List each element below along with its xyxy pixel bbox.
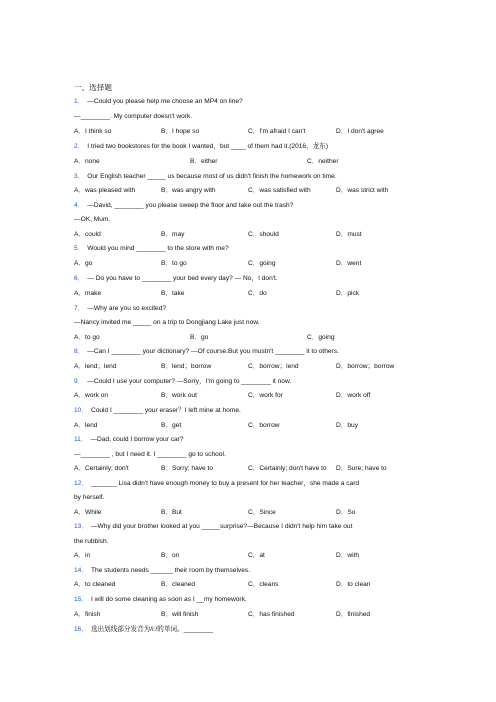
question-text: —David, ________ you please sweep the floor and take out the trash? [87,202,294,209]
answer-option[interactable]: A．lend；lend [74,363,117,370]
options-row [74,510,424,518]
options-row [74,335,424,343]
question-text: —Why are you so excited? [87,305,167,312]
question-text: — Do you have to ________ your bed every day? — No，I don't. [87,275,278,282]
question-text: —Could I use your computer? —Sorry，I'm going to ________ it now. [87,378,292,385]
answer-option[interactable]: C．at [248,552,265,559]
question-text: —Why did your brother looked at you _____surprise?—Because I didn't help him take out [90,523,353,530]
question-stem [74,379,291,386]
question-text: Our English teacher _____ us because most of us didn't finish the homework on time. [87,173,337,180]
options-row [74,159,424,167]
answer-option[interactable]: B．go [190,334,209,341]
question-stem [74,524,352,531]
answer-option[interactable]: A．could [74,231,101,238]
answer-option[interactable]: C．I'm afraid I can't [248,128,306,135]
question-stem [74,276,278,283]
answer-option[interactable]: B．But [161,509,182,516]
answer-option[interactable]: D．was strict with [336,187,389,194]
question-number: 14． [74,567,88,574]
answer-option[interactable]: D．So [336,509,356,516]
question-continuation [74,320,259,327]
question-continuation [74,217,110,224]
answer-option[interactable]: A．make [74,290,102,297]
answer-option[interactable]: C．going [307,334,335,341]
answer-option[interactable]: D．buy [336,422,358,429]
question-stem [74,246,229,253]
options-row [74,553,424,561]
question-stem [74,597,247,604]
question-stem [74,627,213,634]
answer-option[interactable]: B．cleaned [161,581,196,588]
question-stem [74,568,250,575]
options-row [74,261,424,269]
question-text: —Could you please help me choose an MP4 on line? [87,98,243,105]
question-text: 选出划线部分发音为/iː/的单词。________ [90,626,213,633]
answer-option[interactable]: A．finish [74,611,101,618]
answer-option[interactable]: B．work out [161,392,197,399]
answer-option[interactable]: A．none [74,158,100,165]
question-continuation [74,495,104,502]
answer-option[interactable]: B．was angry with [161,187,216,194]
answer-option[interactable]: B．lend；borrow [161,363,212,370]
options-row [74,393,424,401]
question-number: 9． [74,378,85,385]
question-text: —________. My computer doesn't work. [74,113,193,120]
question-continuation [74,539,108,546]
question-text: —Can I ________ your dictionary? —Of course.But you mustn't ________ it to others. [87,348,339,355]
question-number: 4． [74,202,85,209]
answer-option[interactable]: A．Certainly; don't [74,465,129,472]
answer-option[interactable]: A．go [74,260,93,267]
question-text: Could I ________ your eraser？I left mine at home. [90,407,241,414]
question-text: —Nancy invited me _____ on a trip to Dongjiang Lake just now. [74,319,260,326]
question-stem [74,349,339,356]
question-number: 8． [74,348,85,355]
question-text: I tried two bookstores for the book I wanted，but ____ of them had it.(2016，龙东) [87,143,329,150]
answer-option[interactable]: B．to go [161,260,187,267]
options-row [74,423,424,431]
answer-option[interactable]: C．was satisfied with [248,187,311,194]
question-stem [74,144,328,151]
question-stem [74,306,166,313]
answer-option[interactable]: B．may [161,231,185,238]
options-row [74,612,424,620]
question-number: 10． [74,407,88,414]
question-number: 16． [74,626,88,633]
question-text: Would you mind ________ to the store with me? [87,245,229,252]
answer-option[interactable]: B．take [161,290,185,297]
answer-option[interactable]: C．work for [248,392,283,399]
question-stem [74,174,337,181]
answer-option[interactable]: C．going [248,260,276,267]
question-continuation [74,452,226,459]
question-text: _______ Lisa didn't have enough money to buy a present for her teacher，she made a card [90,480,360,487]
answer-option[interactable]: D．finished [336,611,371,618]
options-row [74,582,424,590]
question-stem [74,437,184,444]
answer-option[interactable]: B．get [161,422,182,429]
answer-option[interactable]: A．While [74,509,102,516]
question-stem [74,203,293,210]
answer-option[interactable]: D．borrow；borrow [336,363,395,370]
options-row [74,364,424,372]
answer-option[interactable]: D．I don't agree [336,128,384,135]
question-text: —OK, Mum. [74,216,111,223]
section-title: 一、选择题 [74,83,112,92]
question-number: 3． [74,173,85,180]
question-text: the rubbish. [74,538,109,545]
question-stem [74,408,241,415]
question-text: I will do some cleaning as soon as I __my homework. [90,596,247,603]
question-number: 7． [74,305,85,312]
answer-option[interactable]: C．neither [307,158,339,165]
question-text: by herself. [74,494,105,501]
answer-option[interactable]: C．do [248,290,267,297]
options-row [74,129,424,137]
question-number: 12． [74,480,88,487]
answer-option[interactable]: A．was pleased with [74,187,136,194]
answer-option[interactable]: C．cleans [248,581,279,588]
answer-option[interactable]: B．either [190,158,218,165]
answer-option[interactable]: A．I think so [74,128,112,135]
answer-option[interactable]: B．will finish [161,611,199,618]
answer-option[interactable]: C．borrow；lend [248,363,299,370]
options-row [74,291,424,299]
answer-option[interactable]: D．work off [336,392,371,399]
options-row [74,232,424,240]
answer-option[interactable]: A．lend [74,422,98,429]
answer-option[interactable]: D．went [336,260,362,267]
question-number: 5． [74,245,85,252]
answer-option[interactable]: A．to go [74,334,100,341]
question-stem [74,481,359,488]
question-number: 13． [74,523,88,530]
question-text: —________ , but I need it. I ________ go to school. [74,451,226,458]
question-number: 2． [74,143,85,150]
answer-option[interactable]: B．Sorry; have to [161,465,214,472]
question-number: 15． [74,596,88,603]
answer-option[interactable]: C．should [248,231,279,238]
question-text: The students needs ______ their room by themselves. [90,567,251,574]
answer-option[interactable]: C．borrow [248,422,280,429]
answer-option[interactable]: D．to clean [336,581,371,588]
question-text: —Dad, could I borrow your car? [90,436,184,443]
answer-option[interactable]: D．pick [336,290,360,297]
answer-option[interactable]: C．Since [248,509,276,516]
options-row [74,466,424,474]
options-row [74,188,424,196]
question-number: 11． [74,436,88,443]
answer-option[interactable]: D．must [336,231,362,238]
answer-option[interactable]: B．on [161,552,180,559]
answer-option[interactable]: D．Sure; have to [336,465,387,472]
answer-option[interactable]: C．has finished [248,611,295,618]
question-stem [74,99,243,106]
question-continuation [74,114,192,121]
answer-option[interactable]: A．in [74,552,91,559]
answer-option[interactable]: B．I hope so [161,128,200,135]
answer-option[interactable]: C．Certainly; don't have to [248,465,327,472]
question-number: 6． [74,275,85,282]
answer-option[interactable]: A．work on [74,392,109,399]
answer-option[interactable]: A．to cleaned [74,581,116,588]
question-number: 1． [74,98,85,105]
answer-option[interactable]: D．with [336,552,360,559]
